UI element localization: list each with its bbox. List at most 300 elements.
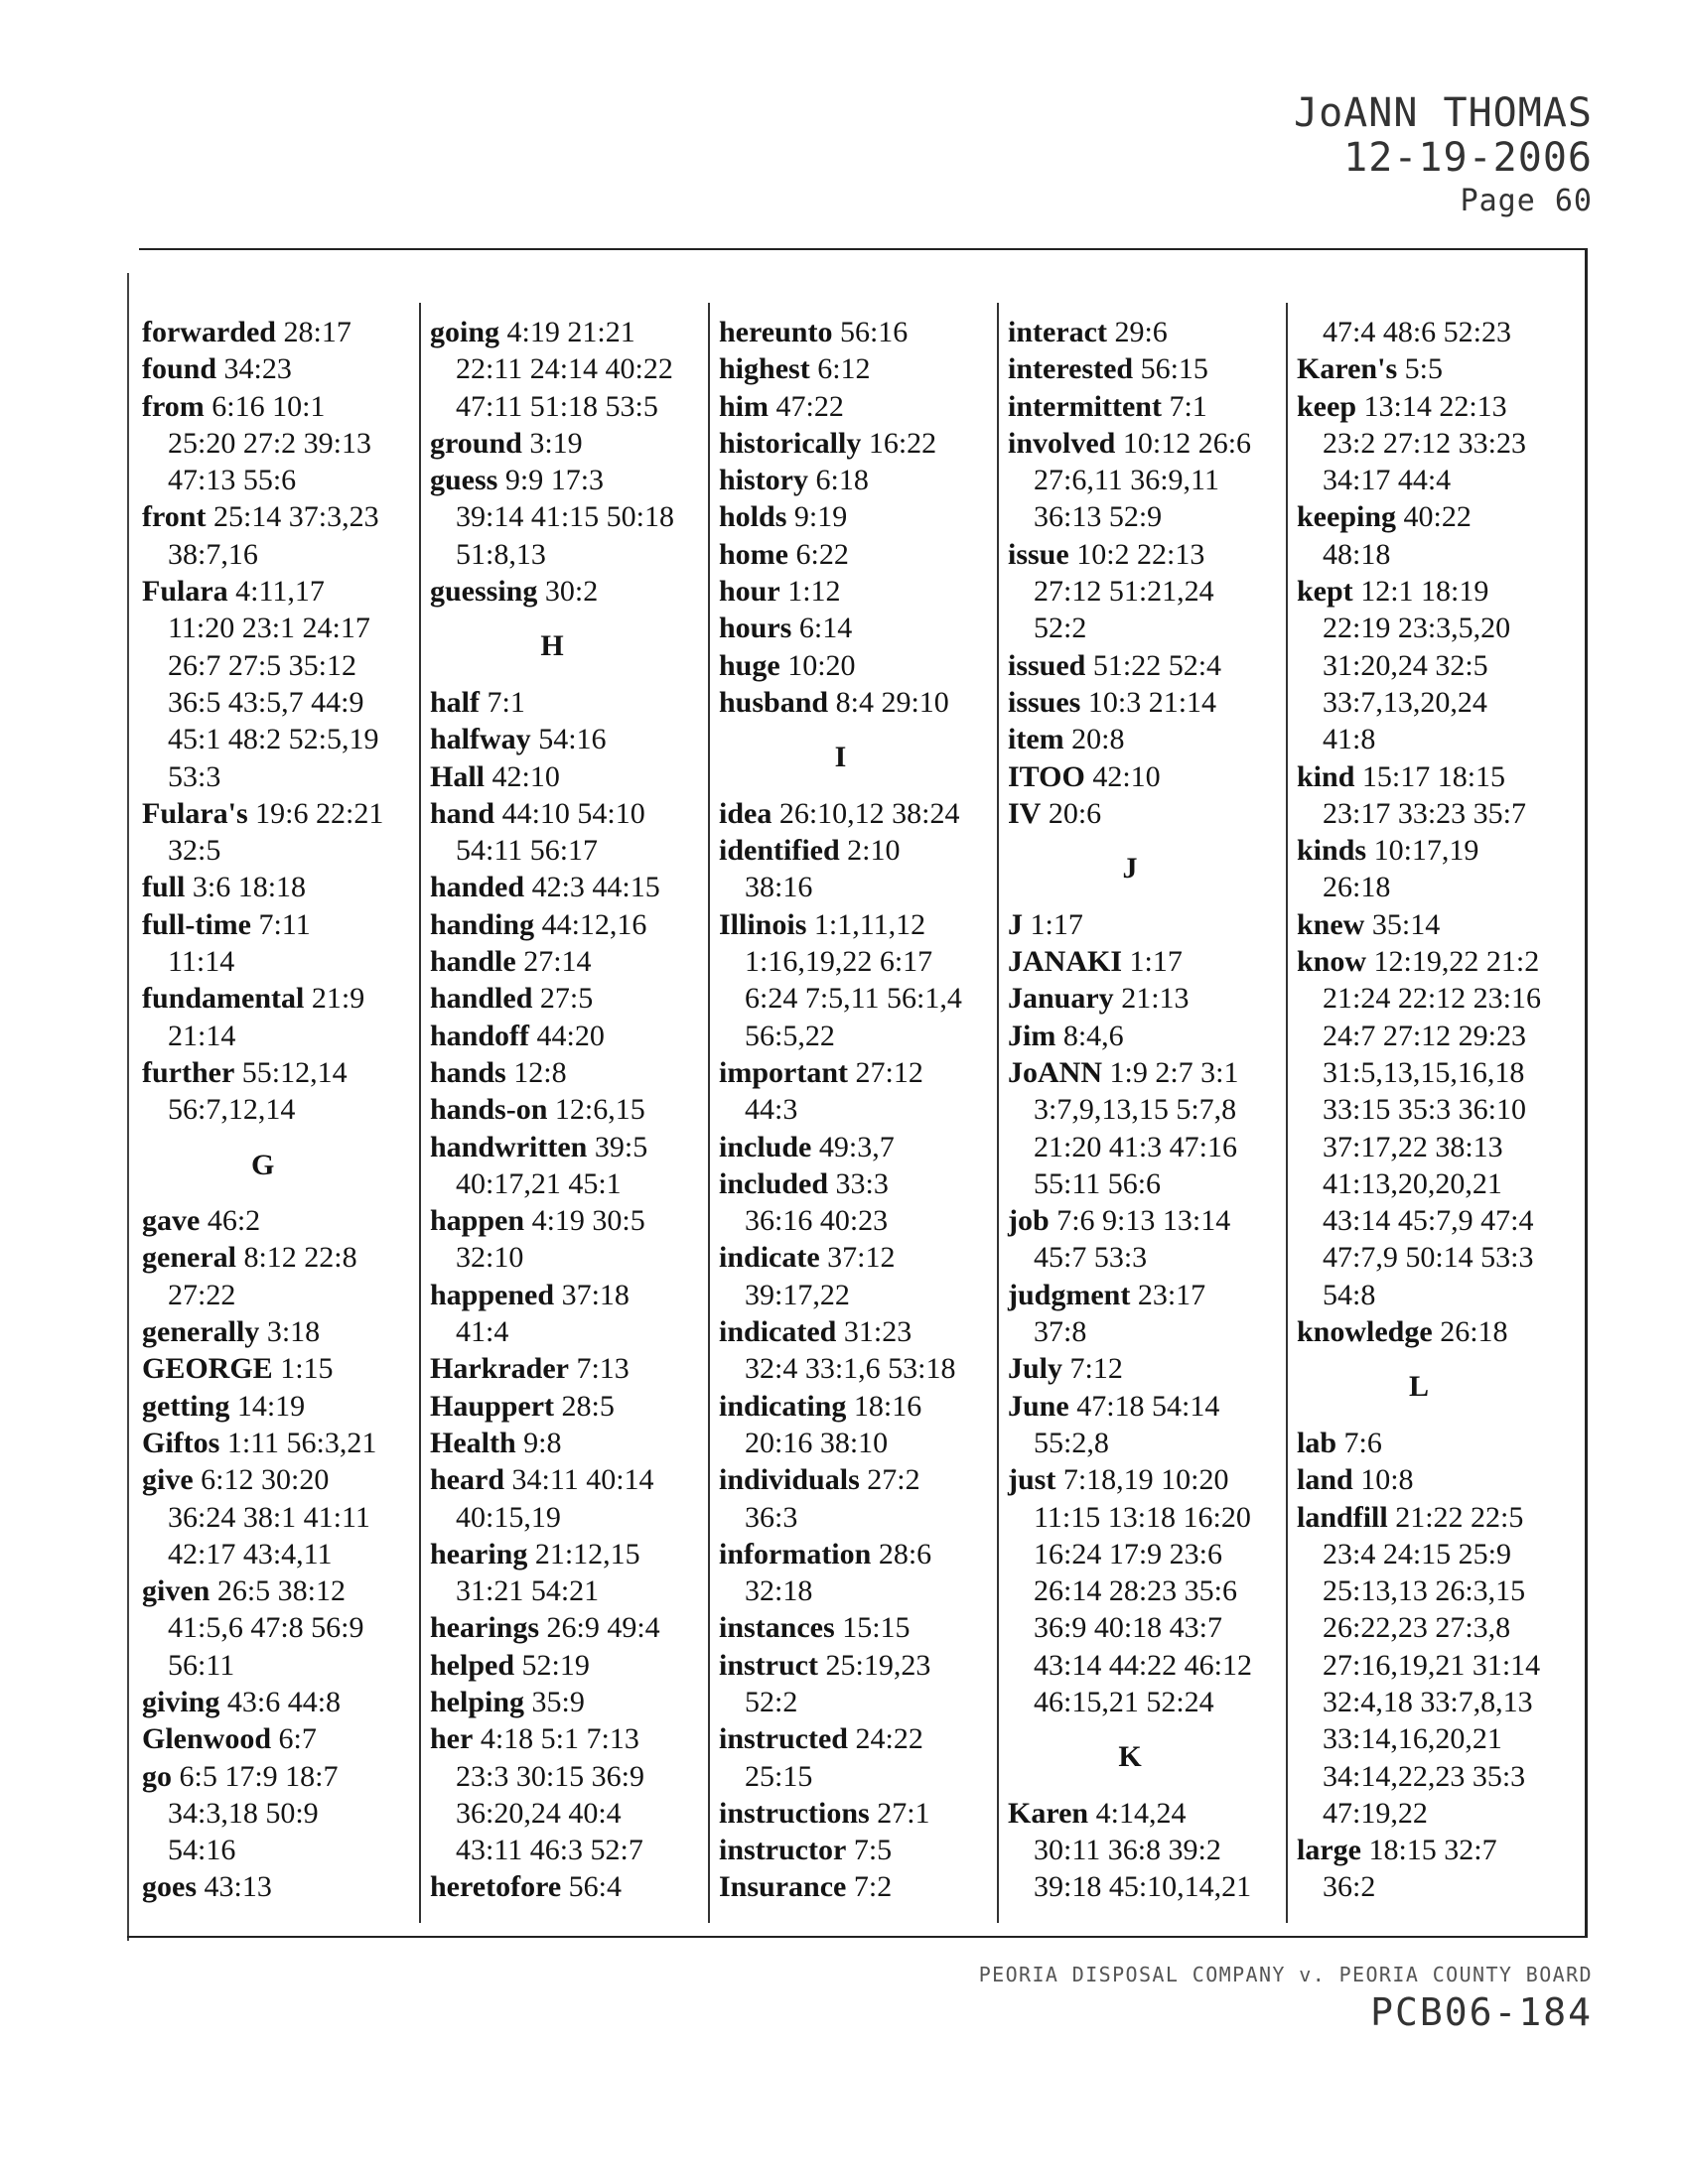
index-entry: [719, 1795, 962, 1832]
index-entry: [142, 1202, 383, 1239]
entry-line: [142, 1758, 383, 1795]
index-entry: [430, 1277, 674, 1351]
page-line-refs: 21:9: [311, 982, 365, 1016]
index-term: job: [1008, 1204, 1050, 1238]
index-term: history: [719, 464, 808, 497]
page-line-refs: 47:7,9 50:14 53:3: [1323, 1241, 1534, 1275]
entry-line: [142, 388, 383, 425]
page-line-refs: 43:14 45:7,9 47:4: [1323, 1204, 1534, 1238]
index-term: GEORGE: [142, 1352, 273, 1386]
entry-line: [1297, 1129, 1541, 1165]
index-term: handwritten: [430, 1130, 588, 1163]
page-line-refs: 26:18: [1440, 1315, 1508, 1349]
page-line-refs: 34:23: [223, 352, 292, 386]
page-line-refs: 26:10,12 38:24: [778, 796, 960, 830]
entry-line: [142, 684, 383, 721]
entry-line: [1297, 1018, 1541, 1054]
entry-line: [1008, 943, 1252, 980]
page-line-refs: 47:11 51:18 53:5: [456, 389, 658, 423]
page-line-refs: 25:15: [745, 1759, 813, 1793]
index-term: given: [142, 1574, 210, 1608]
entry-line: [1297, 906, 1541, 943]
index-entry: [1008, 906, 1252, 943]
index-entry: [430, 1202, 674, 1277]
page-line-refs: 1:16,19,22 6:17: [745, 945, 933, 979]
entry-line: [1008, 610, 1252, 646]
entry-line: [1297, 1091, 1541, 1128]
entry-line: [719, 536, 962, 573]
entry-line: [1008, 314, 1252, 350]
entry-line: [1008, 425, 1252, 462]
page-line-refs: 6:12 30:20: [201, 1463, 330, 1497]
index-term: helped: [430, 1648, 515, 1682]
page-line-refs: 12:6,15: [554, 1093, 645, 1127]
index-term: holds: [719, 500, 787, 534]
entry-line: [142, 1350, 383, 1387]
page-line-refs: 21:20 41:3 47:16: [1034, 1130, 1238, 1163]
index-term: going: [430, 316, 500, 348]
index-entry: [430, 1350, 674, 1387]
page-line-refs: 20:8: [1071, 723, 1125, 756]
index-term: home: [719, 537, 788, 571]
index-entry: [719, 425, 962, 462]
entry-line: [1297, 684, 1541, 721]
page-line-refs: 1:1,11,12: [813, 907, 926, 941]
entry-line: [142, 758, 383, 795]
index-entry: [430, 1461, 674, 1536]
section-letter: H: [540, 629, 564, 663]
index-term: issues: [1008, 685, 1081, 719]
entry-line: [430, 869, 674, 905]
index-term: generally: [142, 1315, 260, 1349]
page-line-refs: 56:16: [839, 316, 909, 348]
page-line-refs: 7:1: [487, 685, 525, 719]
page-line-refs: 27:6,11 36:9,11: [1034, 464, 1219, 497]
index-term: fundamental: [142, 982, 305, 1016]
word-index: [142, 314, 1582, 1922]
page-line-refs: 33:7,13,20,24: [1323, 685, 1487, 719]
index-term: hands-on: [430, 1093, 548, 1127]
entry-line: [430, 388, 674, 425]
entry-line: [719, 1239, 962, 1276]
index-term: JANAKI: [1008, 945, 1123, 979]
page-footer: [979, 1963, 1593, 2034]
page-line-refs: 27:22: [168, 1278, 236, 1311]
entry-line: [142, 425, 383, 462]
index-entry: [1297, 1461, 1541, 1498]
entry-line: [719, 1277, 962, 1313]
case-number: PCB06-184: [1370, 1990, 1593, 2034]
index-entry: [719, 1054, 962, 1129]
page-line-refs: 7:5: [853, 1834, 893, 1867]
entry-line: [142, 1313, 383, 1350]
entry-line: [719, 832, 962, 869]
entry-line: [719, 906, 962, 943]
index-entry: [430, 943, 674, 980]
index-entry: [430, 1388, 674, 1425]
page-line-refs: 26:9 49:4: [546, 1611, 660, 1645]
entry-line: [1008, 906, 1252, 943]
index-entry: [719, 573, 962, 610]
entry-line: [1008, 498, 1252, 535]
index-term: huge: [719, 648, 780, 682]
index-term: Fulara: [142, 575, 228, 609]
entry-line: [1008, 1536, 1252, 1572]
page-line-refs: 23:2 27:12 33:23: [1323, 426, 1527, 460]
index-entry: [430, 1868, 674, 1905]
index-box-bottom-rule: [127, 1936, 1588, 1938]
index-entry: [1297, 573, 1541, 757]
entry-line: [1297, 1425, 1541, 1461]
index-entry: [1297, 832, 1541, 906]
index-term: individuals: [719, 1463, 860, 1497]
entry-line: [430, 1536, 674, 1572]
index-entry: [1008, 1461, 1252, 1720]
index-entry: [1008, 1795, 1252, 1906]
entry-line: [142, 1425, 383, 1461]
entry-line: [1297, 1277, 1541, 1313]
index-term: Illinois: [719, 907, 807, 941]
entry-line: [719, 1165, 962, 1202]
entry-line: [1297, 425, 1541, 462]
entry-line: [719, 350, 962, 387]
index-entry: [142, 1758, 383, 1869]
page-line-refs: 6:18: [815, 464, 869, 497]
entry-line: [1008, 1499, 1252, 1536]
entry-line: [430, 1795, 674, 1832]
index-term: issued: [1008, 648, 1086, 682]
entry-line: [1297, 350, 1541, 387]
entry-line: [430, 1165, 674, 1202]
section-letter: G: [251, 1148, 275, 1181]
entry-line: [719, 1350, 962, 1387]
page-line-refs: 44:3: [745, 1093, 798, 1127]
index-entry: [719, 388, 962, 425]
page-line-refs: 10:20: [787, 648, 856, 682]
entry-line: [142, 1388, 383, 1425]
page-line-refs: 7:13: [576, 1352, 630, 1386]
page-line-refs: 47:13 55:6: [168, 464, 297, 497]
entry-line: [430, 536, 674, 573]
index-term: handle: [430, 945, 516, 979]
page-line-refs: 27:14: [523, 945, 592, 979]
index-term: heard: [430, 1463, 504, 1497]
index-term: J: [1008, 907, 1023, 941]
index-entry: [719, 498, 962, 535]
index-entry: [430, 573, 674, 610]
entry-line: [1297, 1758, 1541, 1795]
page-line-refs: 21:12,15: [534, 1537, 640, 1570]
page-line-refs: 23:17 33:23 35:7: [1323, 796, 1527, 830]
page-line-refs: 4:14,24: [1095, 1796, 1187, 1830]
page-line-refs: 23:17: [1137, 1278, 1206, 1311]
index-term: knew: [1297, 907, 1365, 941]
entry-line: [719, 1091, 962, 1128]
entry-line: [1008, 1202, 1252, 1239]
index-term: intermittent: [1008, 389, 1162, 423]
entry-line: [430, 498, 674, 535]
page-line-refs: 15:17 18:15: [1361, 759, 1506, 793]
entry-line: [1297, 314, 1541, 350]
entry-line: [142, 573, 383, 610]
index-entry: [430, 980, 674, 1017]
index-term: instances: [719, 1611, 835, 1645]
entry-line: [719, 1536, 962, 1572]
index-entry: [142, 906, 383, 981]
entry-line: [142, 610, 383, 646]
index-entry: [719, 350, 962, 387]
page-line-refs: 21:13: [1121, 982, 1190, 1016]
page-line-refs: 27:16,19,21 31:14: [1323, 1648, 1541, 1682]
entry-line: [1297, 1609, 1541, 1646]
entry-line: [719, 610, 962, 646]
page-line-refs: 36:2: [1323, 1870, 1376, 1904]
entry-line: [142, 1239, 383, 1276]
entry-line: [719, 684, 962, 721]
index-entry: [430, 721, 674, 757]
entry-line: [142, 1795, 383, 1832]
entry-line: [1297, 832, 1541, 869]
index-term: land: [1297, 1463, 1353, 1497]
page-line-refs: 47:19,22: [1323, 1796, 1428, 1830]
page-line-refs: 25:13,13 26:3,15: [1323, 1574, 1526, 1608]
index-term: hearing: [430, 1537, 528, 1570]
index-term: Fulara's: [142, 796, 248, 830]
page-line-refs: 36:20,24 40:4: [456, 1796, 622, 1830]
index-term: just: [1008, 1463, 1056, 1497]
index-term: JoANN: [1008, 1055, 1102, 1089]
index-entry: [1008, 647, 1252, 684]
index-entry: [430, 1609, 674, 1646]
page-line-refs: 44:12,16: [541, 907, 647, 941]
entry-line: [142, 1684, 383, 1720]
index-term: getting: [142, 1389, 230, 1423]
entry-line: [719, 869, 962, 905]
page-line-refs: 23:3 30:15 36:9: [456, 1759, 645, 1793]
page-line-refs: 7:12: [1069, 1352, 1123, 1386]
index-entry: [1297, 498, 1541, 573]
page-line-refs: 32:10: [456, 1241, 524, 1275]
page-line-refs: 34:3,18 50:9: [168, 1796, 319, 1830]
entry-line: [1008, 1165, 1252, 1202]
entry-line: [1008, 1018, 1252, 1054]
entry-line: [142, 1018, 383, 1054]
index-term: interact: [1008, 316, 1107, 348]
page-line-refs: 21:22 22:5: [1395, 1500, 1524, 1534]
index-entry: [430, 869, 674, 905]
entry-line: [719, 1425, 962, 1461]
index-entry: [1297, 1425, 1541, 1461]
index-term: hour: [719, 575, 780, 609]
entry-line: [430, 1054, 674, 1091]
page-line-refs: 42:3 44:15: [531, 871, 660, 904]
entry-line: [1008, 1054, 1252, 1091]
page-line-refs: 22:11 24:14 40:22: [456, 352, 673, 386]
page-line-refs: 16:22: [868, 426, 937, 460]
index-term: January: [1008, 982, 1114, 1016]
index-entry: [719, 1720, 962, 1795]
page-line-refs: 42:10: [1092, 759, 1161, 793]
entry-line: [719, 388, 962, 425]
index-term: Harkrader: [430, 1352, 569, 1386]
entry-line: [1297, 1165, 1541, 1202]
index-term: Karen: [1008, 1796, 1089, 1830]
page-line-refs: 36:13 52:9: [1034, 500, 1163, 534]
page-line-refs: 27:12 51:21,24: [1034, 575, 1214, 609]
index-box-left-rule: [127, 273, 129, 1941]
index-entry: [1008, 1018, 1252, 1054]
index-entry: [430, 1684, 674, 1720]
page-line-refs: 6:16 10:1: [211, 389, 326, 423]
index-entry: [1008, 980, 1252, 1017]
index-box-top-rule: [139, 248, 1587, 250]
page-line-refs: 26:22,23 27:3,8: [1323, 1611, 1511, 1645]
index-term: Glenwood: [142, 1722, 272, 1756]
entry-line: [1297, 462, 1541, 498]
page-line-refs: 10:3 21:14: [1087, 685, 1217, 719]
entry-line: [142, 906, 383, 943]
entry-line: [142, 943, 383, 980]
index-term: involved: [1008, 426, 1116, 460]
entry-line: [719, 1313, 962, 1350]
entry-line: [430, 906, 674, 943]
page-line-refs: 43:14 44:22 46:12: [1034, 1648, 1253, 1682]
entry-line: [1297, 610, 1541, 646]
section-letter: J: [1122, 852, 1138, 886]
entry-line: [142, 721, 383, 757]
entry-line: [719, 1461, 962, 1498]
index-term: helping: [430, 1685, 525, 1718]
index-entry: [719, 1165, 962, 1240]
page-line-refs: 26:18: [1323, 871, 1391, 904]
entry-line: [142, 832, 383, 869]
index-term: identified: [719, 834, 840, 868]
index-column-3: [719, 314, 962, 1906]
entry-line: [430, 1461, 674, 1498]
index-term: him: [719, 389, 770, 423]
entry-line: [142, 498, 383, 535]
index-term: giving: [142, 1685, 220, 1718]
index-term: large: [1297, 1834, 1361, 1867]
entry-line: [430, 1609, 674, 1646]
index-entry: [1297, 758, 1541, 833]
page-line-refs: 7:11: [258, 907, 311, 941]
index-term: handing: [430, 907, 535, 941]
entry-line: [719, 1758, 962, 1795]
index-term: include: [719, 1130, 812, 1163]
index-entry: [430, 425, 674, 462]
page-line-refs: 24:7 27:12 29:23: [1323, 1019, 1527, 1052]
index-entry: [142, 980, 383, 1054]
entry-line: [142, 1647, 383, 1684]
index-term: found: [142, 352, 217, 386]
entry-line: [430, 1684, 674, 1720]
section-letter: K: [1118, 1740, 1142, 1774]
page-line-refs: 36:9 40:18 43:7: [1034, 1611, 1223, 1645]
page-line-refs: 4:18 5:1 7:13: [480, 1722, 639, 1756]
page-line-refs: 26:7 27:5 35:12: [168, 648, 357, 682]
index-entry: [430, 906, 674, 943]
entry-line: [719, 980, 962, 1017]
page-line-refs: 55:12,14: [241, 1055, 348, 1089]
index-entry: [142, 1388, 383, 1425]
index-entry: [719, 1647, 962, 1721]
index-term: instruct: [719, 1648, 818, 1682]
page-line-refs: 56:5,22: [745, 1019, 835, 1052]
index-entry: [142, 1425, 383, 1461]
entry-line: [1297, 647, 1541, 684]
page-line-refs: 24:22: [855, 1722, 923, 1756]
page-line-refs: 38:7,16: [168, 537, 258, 571]
index-term: Giftos: [142, 1426, 220, 1459]
entry-line: [719, 1572, 962, 1609]
entry-line: [142, 1499, 383, 1536]
index-entry: [1297, 1313, 1541, 1350]
entry-line: [430, 1018, 674, 1054]
page-line-refs: 55:2,8: [1034, 1426, 1109, 1459]
index-term: her: [430, 1722, 474, 1756]
page-line-refs: 47:18 54:14: [1076, 1389, 1220, 1423]
index-entry: [1297, 314, 1541, 350]
index-term: kinds: [1297, 834, 1367, 868]
section-letter: I: [834, 741, 847, 774]
entry-line: [1008, 1609, 1252, 1646]
page-line-refs: 34:17 44:4: [1323, 464, 1452, 497]
index-entry: [1008, 721, 1252, 757]
section-letter: L: [1409, 1370, 1430, 1404]
page-line-refs: 52:19: [521, 1648, 590, 1682]
index-entry: [430, 758, 674, 795]
index-entry: [1008, 1202, 1252, 1277]
index-entry: [142, 795, 383, 870]
entry-line: [1297, 573, 1541, 610]
entry-line: [430, 1277, 674, 1313]
index-term: further: [142, 1055, 235, 1089]
entry-line: [142, 1832, 383, 1868]
index-entry: [1297, 943, 1541, 1313]
page-line-refs: 30:11 36:8 39:2: [1034, 1834, 1221, 1867]
page-line-refs: 15:15: [842, 1611, 911, 1645]
index-term: IV: [1008, 796, 1042, 830]
index-term: highest: [719, 352, 810, 386]
entry-line: [719, 1720, 962, 1757]
page-line-refs: 14:19: [236, 1389, 306, 1423]
entry-line: [719, 314, 962, 350]
entry-line: [1297, 943, 1541, 980]
entry-line: [1297, 1572, 1541, 1609]
entry-line: [1008, 721, 1252, 757]
entry-line: [142, 536, 383, 573]
page-line-refs: 27:12: [855, 1055, 923, 1089]
page-line-refs: 33:15 35:3 36:10: [1323, 1093, 1527, 1127]
page-line-refs: 11:14: [168, 945, 235, 979]
entry-line: [719, 498, 962, 535]
index-term: keep: [1297, 389, 1356, 423]
page-line-refs: 46:15,21 52:24: [1034, 1685, 1214, 1718]
page-line-refs: 10:8: [1360, 1463, 1414, 1497]
entry-line: [430, 1202, 674, 1239]
page-line-refs: 52:2: [745, 1685, 798, 1718]
index-term: information: [719, 1537, 872, 1570]
index-column-2: [430, 314, 674, 1906]
entry-line: [430, 573, 674, 610]
index-term: goes: [142, 1870, 197, 1904]
index-term: give: [142, 1463, 194, 1497]
entry-line: [430, 1758, 674, 1795]
index-term: know: [1297, 945, 1367, 979]
index-box-right-rule: [1585, 248, 1588, 1936]
page-line-refs: 10:12 26:6: [1122, 426, 1252, 460]
